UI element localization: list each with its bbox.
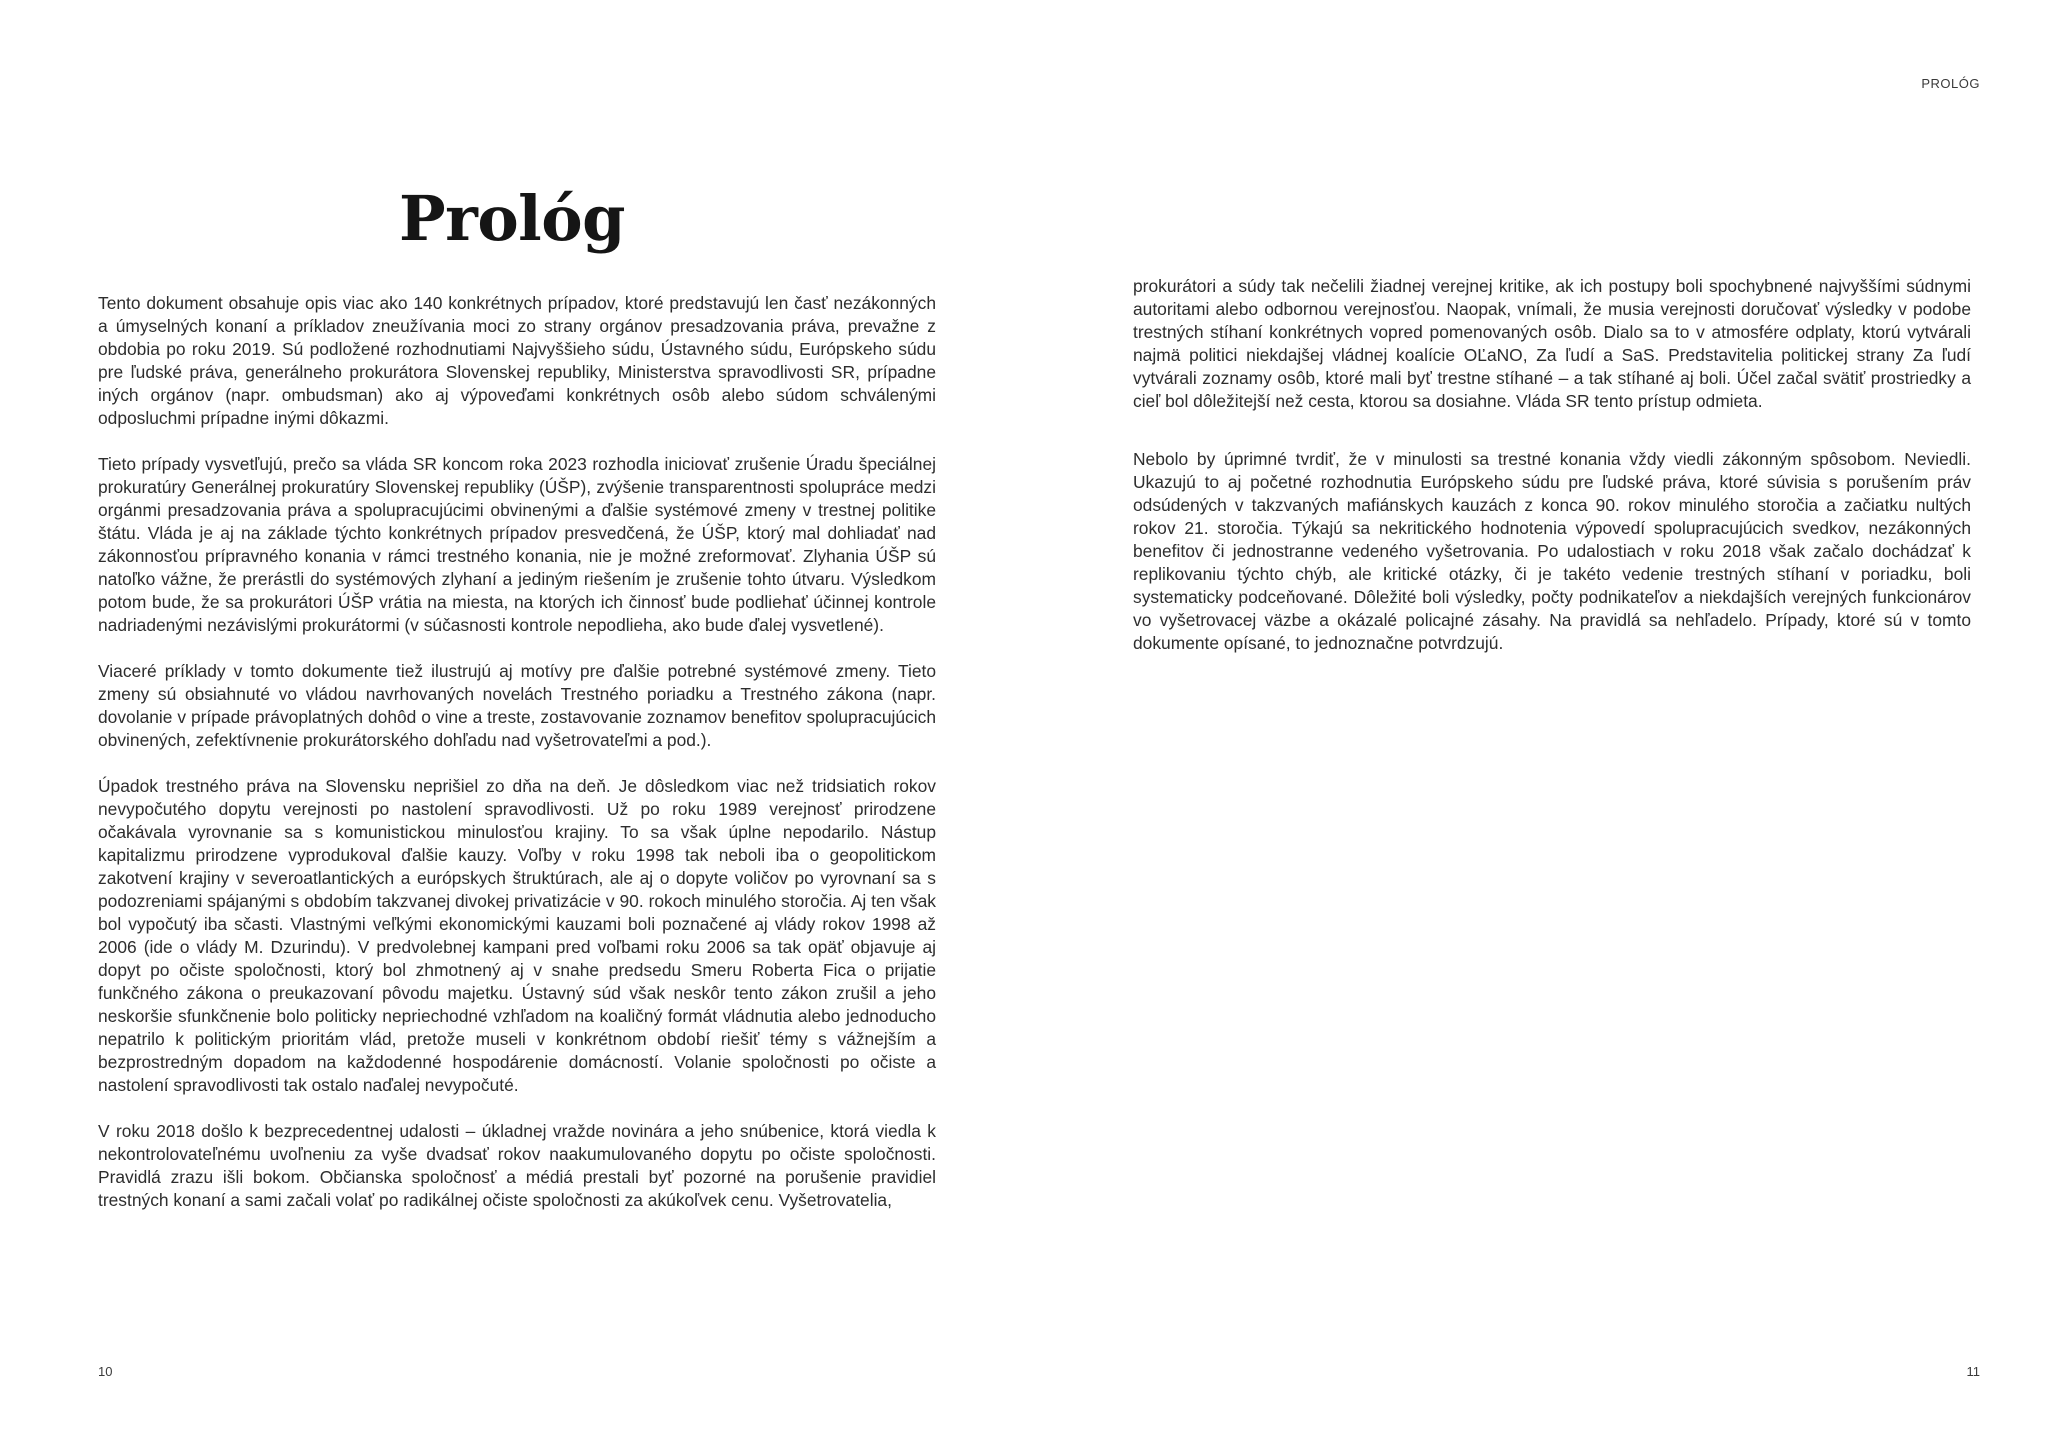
paragraph: Viaceré príklady v tomto dokumente tiež ilustrujú aj motívy pre ďalšie potrebné systémové zmeny. Tieto zmeny sú obsiahnuté vo vládou navrhovaných novelách Trestného poriadku a Trestného zákona (napr. dovolanie v prípade právoplatných dohôd o vine a treste, zostavovanie zoznamov benefitov spolupracujúcich obvinených, zefektívnenie prokurátorského dohľadu nad vyšetrovateľmi a pod.). bbox=[98, 661, 936, 750]
running-header: PROLÓG bbox=[1921, 76, 1980, 91]
page-number-left: 10 bbox=[98, 1364, 113, 1379]
paragraph: prokurátori a súdy tak nečelili žiadnej verejnej kritike, ak ich postupy boli spochybnené najvyššími súdnymi autoritami alebo odbornou verejnosťou. Naopak, vnímali, že musia verejnosti doručovať výsledky v podobe trestných stíhaní konkrétnych vopred pomenovaných osôb. Dialo sa to v atmosfére odplaty, ktorú vytvárali najmä politici niekdajšej vládnej koalície OĽaNO, Za ľudí a SaS. Predstavitelia politickej strany Za ľudí vytvárali zoznamy osôb, ktoré mali byť trestne stíhané – a tak stíhané aj boli. Účel začal svätiť prostriedky a cieľ bol dôležitejší než cesta, ktorou sa dosiahne. Vláda SR tento prístup odmieta. bbox=[1133, 276, 1971, 411]
paragraph: Úpadok trestného práva na Slovensku neprišiel zo dňa na deň. Je dôsledkom viac než tridsiatich rokov nevypočutého dopytu verejnosti po nastolení spravodlivosti. Už po roku 1989 verejnosť prirodzene očakávala vyrovnanie sa s komunistickou minulosťou krajiny. To sa však úplne nepodarilo. Nástup kapitalizmu prirodzene vyprodukoval ďalšie kauzy. Voľby v roku 1998 tak neboli iba o geopolitickom zakotvení krajiny v severoatlantických a európskych štruktúrach, ale aj o dopyte voličov po vyrovnaní sa s podozreniami spájanými s obdobím takzvanej divokej privatizácie v 90. rokoch minulého storočia. Aj ten však bol vypočutý iba sčasti. Vlastnými veľkými ekonomickými kauzami boli poznačené aj vlády rokov 1998 až 2006 (ide o vlády M. Dzurindu). V predvolebnej kampani pred voľbami roku 2006 sa tak opäť objavuje aj dopyt po očiste spoločnosti, ktorý bol zhmotnený aj v snahe predsedu Smeru Roberta Fica o prijatie funkčného zákona o preukazovaní pôvodu majetku. Ústavný súd však neskôr tento zákon zrušil a jeho neskoršie sfunkčnenie bolo politicky nepriechodné vzhľadom na koaličný formát vládnutia alebo jednoducho nepatrilo k politickým prioritám vlád, pretože museli v konkrétnom období riešiť témy s vážnejším a bezprostredným dopadom na každodenné hospodárenie domácností. Volanie spoločnosti po očiste a nastolení spravodlivosti tak ostalo naďalej nevypočuté. bbox=[98, 776, 936, 1095]
paragraph: Nebolo by úprimné tvrdiť, že v minulosti sa trestné konania vždy viedli zákonným spôsobom. Neviedli. Ukazujú to aj početné rozhodnutia Európskeho súdu pre ľudské práva, ktoré súvisia s porušením práv odsúdených v takzvaných mafiánskych kauzách z konca 90. rokov minulého storočia a začiatku nultých rokov 21. storočia. Týkajú sa nekritického hodnotenia výpovedí spolupracujúcich svedkov, nezákonných benefitov či jednostranne vedeného vyšetrovania. Po udalostiach v roku 2018 však začalo dochádzať k replikovaniu týchto chýb, ale kritické otázky, či je takéto vedenie trestných stíhaní v poriadku, boli systematicky podceňované. Dôležité boli výsledky, počty podnikateľov a niekdajších verejných funkcionárov vo vyšetrovacej väzbe a okázalé policajné zásahy. Na pravidlá sa nehľadelo. Prípady, ktoré sú v tomto dokumente opísané, to jednoznačne potvrdzujú. bbox=[1133, 449, 1971, 653]
paragraph: Tento dokument obsahuje opis viac ako 140 konkrétnych prípadov, ktoré predstavujú len časť nezákonných a úmyselných konaní a príkladov zneužívania moci zo strany orgánov presadzovania práva, prevažne z obdobia po roku 2019. Sú podložené rozhodnutiami Najvyššieho súdu, Ústavného súdu, Európskeho súdu pre ľudské práva, generálneho prokurátora Slovenskej republiky, Ministerstva spravodlivosti SR, prípadne iných orgánov (napr. ombudsman) ako aj výpoveďami konkrétnych osôb alebo súdom schválenými odposluchmi prípadne inými dôkazmi. bbox=[98, 293, 936, 428]
page-number-right: 11 bbox=[1966, 1364, 1980, 1379]
right-page-body bbox=[1133, 275, 1971, 678]
chapter-title-text: Prológ bbox=[399, 181, 625, 255]
chapter-title bbox=[0, 182, 1024, 255]
left-page-body bbox=[98, 292, 936, 1235]
paragraph: Tieto prípady vysvetľujú, prečo sa vláda SR koncom roka 2023 rozhodla iniciovať zrušenie Úradu špeciálnej prokuratúry Generálnej prokuratúry Slovenskej republiky (ÚŠP), zvýšenie transparentnosti spolupráce medzi orgánmi presadzovania práva a spolupracujúcimi obvinenými a ďalšie systémové zmeny v trestnej politike štátu. Vláda je aj na základe týchto konkrétnych prípadov presvedčená, že ÚŠP, ktorý mal dohliadať nad zákonnosťou prípravného konania v rámci trestného konania, nie je možné zreformovať. Zlyhania ÚŠP sú natoľko vážne, že prerástli do systémových zlyhaní a jediným riešením je zrušenie tohto útvaru. Výsledkom potom bude, že sa prokurátori ÚŠP vrátia na miesta, na ktorých ich činnosť bude podliehať účinnej kontrole nadriadenými nezávislými prokurátormi (v súčasnosti kontrole nepodlieha, ako bude ďalej vysvetlené). bbox=[98, 454, 936, 635]
paragraph: V roku 2018 došlo k bezprecedentnej udalosti – úkladnej vražde novinára a jeho snúbenice, ktorá viedla k nekontrolovateľnému uvoľneniu za vyše dvadsať rokov naakumulovaného dopytu po očiste spoločnosti. Pravidlá zrazu išli bokom. Občianska spoločnosť a médiá prestali byť pozorné na porušenie pravidiel trestných konaní a sami začali volať po radikálnej očiste spoločnosti za akúkoľvek cenu. Vyšetrovatelia, bbox=[98, 1121, 936, 1210]
right-page bbox=[1024, 0, 2048, 1448]
